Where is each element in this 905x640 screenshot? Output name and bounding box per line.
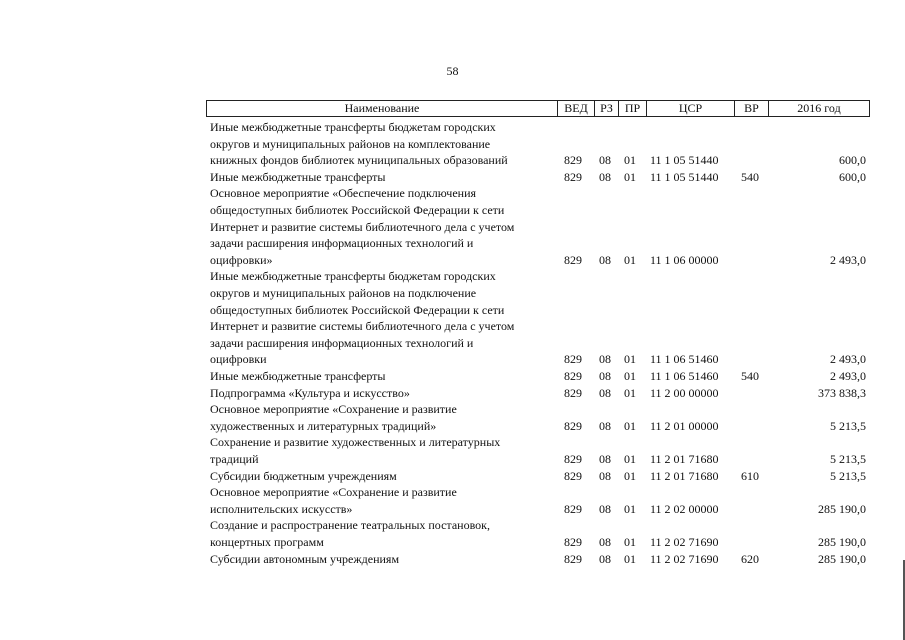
table-row (0, 368, 905, 385)
cell-rz: 08 (599, 501, 611, 516)
cell-ved: 829 (564, 252, 582, 267)
row-name-line: Иные межбюджетные трансферты (210, 369, 386, 383)
cell-csr: 11 1 06 00000 (650, 252, 719, 267)
cell-csr: 11 2 01 00000 (650, 418, 719, 433)
row-name-line: общедоступных библиотек Российской Федерации к сети (210, 302, 505, 317)
cell-sum: 600,0 (839, 169, 866, 184)
cell-sum: 2 493,0 (830, 369, 866, 383)
row-name-line: округов и муниципальных районов на комплектование (210, 136, 491, 151)
row-name-line: художественных и литературных традиций» (210, 418, 437, 433)
row-name (210, 517, 550, 550)
cell-csr: 11 2 00 00000 (650, 385, 719, 400)
row-name-line: Интернет и развитие системы библиотечного дела с учетом (210, 319, 515, 334)
row-name (210, 401, 550, 434)
cell-ved: 829 (564, 369, 582, 383)
row-name-line: концертных программ (210, 534, 324, 549)
cell-ved: 829 (564, 501, 582, 516)
cell-rz: 08 (599, 451, 611, 466)
cell-rz: 08 (599, 551, 611, 566)
cell-pr: 01 (624, 534, 636, 549)
table-header (206, 100, 870, 117)
cell-ved: 829 (564, 169, 582, 184)
cell-rz: 08 (599, 252, 611, 267)
cell-sum: 285 190,0 (818, 501, 866, 516)
row-name-line: Основное мероприятие «Сохранение и развитие (210, 485, 457, 500)
cell-vr: 540 (741, 369, 759, 383)
cell-csr: 11 2 01 71680 (650, 451, 719, 466)
cell-rz: 08 (599, 385, 611, 400)
cell-sum: 5 213,5 (830, 468, 866, 483)
row-name (210, 484, 550, 517)
cell-pr: 01 (624, 551, 636, 566)
row-name-line: округов и муниципальных районов на подключение (210, 285, 477, 300)
cell-ved: 829 (564, 418, 582, 433)
header-name: Наименование (344, 101, 420, 115)
header-pr: ПР (618, 101, 646, 116)
cell-ved: 829 (564, 352, 582, 367)
cell-pr: 01 (624, 418, 636, 433)
cell-rz: 08 (599, 169, 611, 184)
cell-vr: 540 (741, 169, 759, 184)
row-name-line: задачи расширения информационных технологий и (210, 335, 474, 350)
row-name-line: общедоступных библиотек Российской Федерации к сети (210, 202, 505, 217)
row-name-line: Создание и распространение театральных постановок, (210, 518, 490, 533)
row-name (210, 385, 550, 402)
cell-rz: 08 (599, 352, 611, 367)
cell-rz: 08 (599, 468, 611, 483)
page-number: 58 (446, 64, 459, 78)
cell-rz: 08 (599, 153, 611, 168)
cell-pr: 01 (624, 369, 636, 383)
row-name-line: Основное мероприятие «Сохранение и развитие (210, 402, 457, 417)
row-name-line: Сохранение и развитие художественных и литературных (210, 435, 501, 450)
cell-sum: 285 190,0 (818, 534, 866, 549)
row-name-line: Иные межбюджетные трансферты бюджетам городских (210, 269, 496, 284)
row-name-line: оцифровки (210, 352, 267, 367)
cell-csr: 11 1 06 51460 (650, 369, 719, 383)
row-name (210, 551, 550, 568)
cell-ved: 829 (564, 534, 582, 549)
row-name-line: книжных фондов библиотек муниципальных образований (210, 153, 508, 168)
table-row (0, 385, 905, 402)
cell-ved: 829 (564, 153, 582, 168)
row-name-line: Интернет и развитие системы библиотечного дела с учетом (210, 219, 515, 234)
row-name-line: Иные межбюджетные трансферты (210, 169, 386, 184)
cell-sum: 2 493,0 (830, 252, 866, 267)
cell-pr: 01 (624, 451, 636, 466)
cell-ved: 829 (564, 468, 582, 483)
table-row (0, 401, 905, 434)
table-row (0, 268, 905, 368)
header-year: 2016 год (768, 101, 869, 116)
cell-pr: 01 (624, 153, 636, 168)
row-name (210, 468, 550, 485)
row-name (210, 169, 550, 186)
row-name-line: оцифровки» (210, 252, 273, 267)
cell-csr: 11 1 05 51440 (650, 169, 719, 184)
table-row (0, 551, 905, 568)
cell-rz: 08 (599, 534, 611, 549)
cell-pr: 01 (624, 501, 636, 516)
cell-csr: 11 2 02 00000 (650, 501, 719, 516)
cell-sum: 373 838,3 (818, 385, 866, 400)
cell-sum: 285 190,0 (818, 551, 866, 566)
row-name-line: исполнительских искусств» (210, 501, 353, 516)
cell-pr: 01 (624, 169, 636, 184)
row-name (210, 119, 550, 169)
row-name-line: Основное мероприятие «Обеспечение подключения (210, 186, 477, 201)
cell-sum: 2 493,0 (830, 352, 866, 367)
cell-sum: 5 213,5 (830, 418, 866, 433)
table-row (0, 484, 905, 517)
header-vr: ВР (734, 101, 768, 116)
table-row (0, 468, 905, 485)
row-name (210, 185, 550, 268)
cell-ved: 829 (564, 451, 582, 466)
table-row (0, 517, 905, 550)
cell-ved: 829 (564, 385, 582, 400)
row-name (210, 268, 550, 368)
cell-csr: 11 1 06 51460 (650, 352, 719, 367)
table-row (0, 169, 905, 186)
row-name-line: Подпрограмма «Культура и искусство» (210, 385, 410, 400)
cell-vr: 620 (741, 551, 759, 566)
cell-ved: 829 (564, 551, 582, 566)
row-name (210, 368, 550, 385)
cell-csr: 11 2 01 71680 (650, 468, 719, 483)
table-row (0, 119, 905, 169)
cell-rz: 08 (599, 369, 611, 383)
row-name-line: Субсидии автономным учреждениям (210, 551, 400, 566)
cell-vr: 610 (741, 468, 759, 483)
cell-csr: 11 2 02 71690 (650, 551, 719, 566)
row-name-line: задачи расширения информационных технологий и (210, 236, 474, 251)
cell-pr: 01 (624, 252, 636, 267)
cell-csr: 11 1 05 51440 (650, 153, 719, 168)
table-row (0, 434, 905, 467)
header-rz: РЗ (594, 101, 618, 116)
cell-csr: 11 2 02 71690 (650, 534, 719, 549)
cell-pr: 01 (624, 352, 636, 367)
cell-rz: 08 (599, 418, 611, 433)
cell-pr: 01 (624, 468, 636, 483)
row-name-line: Субсидии бюджетным учреждениям (210, 468, 397, 483)
table-row (0, 185, 905, 268)
cell-pr: 01 (624, 385, 636, 400)
row-name-line: традиций (210, 451, 259, 466)
row-name-line: Иные межбюджетные трансферты бюджетам городских (210, 120, 496, 134)
row-name (210, 434, 550, 467)
header-csr: ЦСР (646, 101, 734, 116)
cell-sum: 600,0 (839, 153, 866, 168)
cell-sum: 5 213,5 (830, 451, 866, 466)
header-ved: ВЕД (557, 101, 594, 116)
